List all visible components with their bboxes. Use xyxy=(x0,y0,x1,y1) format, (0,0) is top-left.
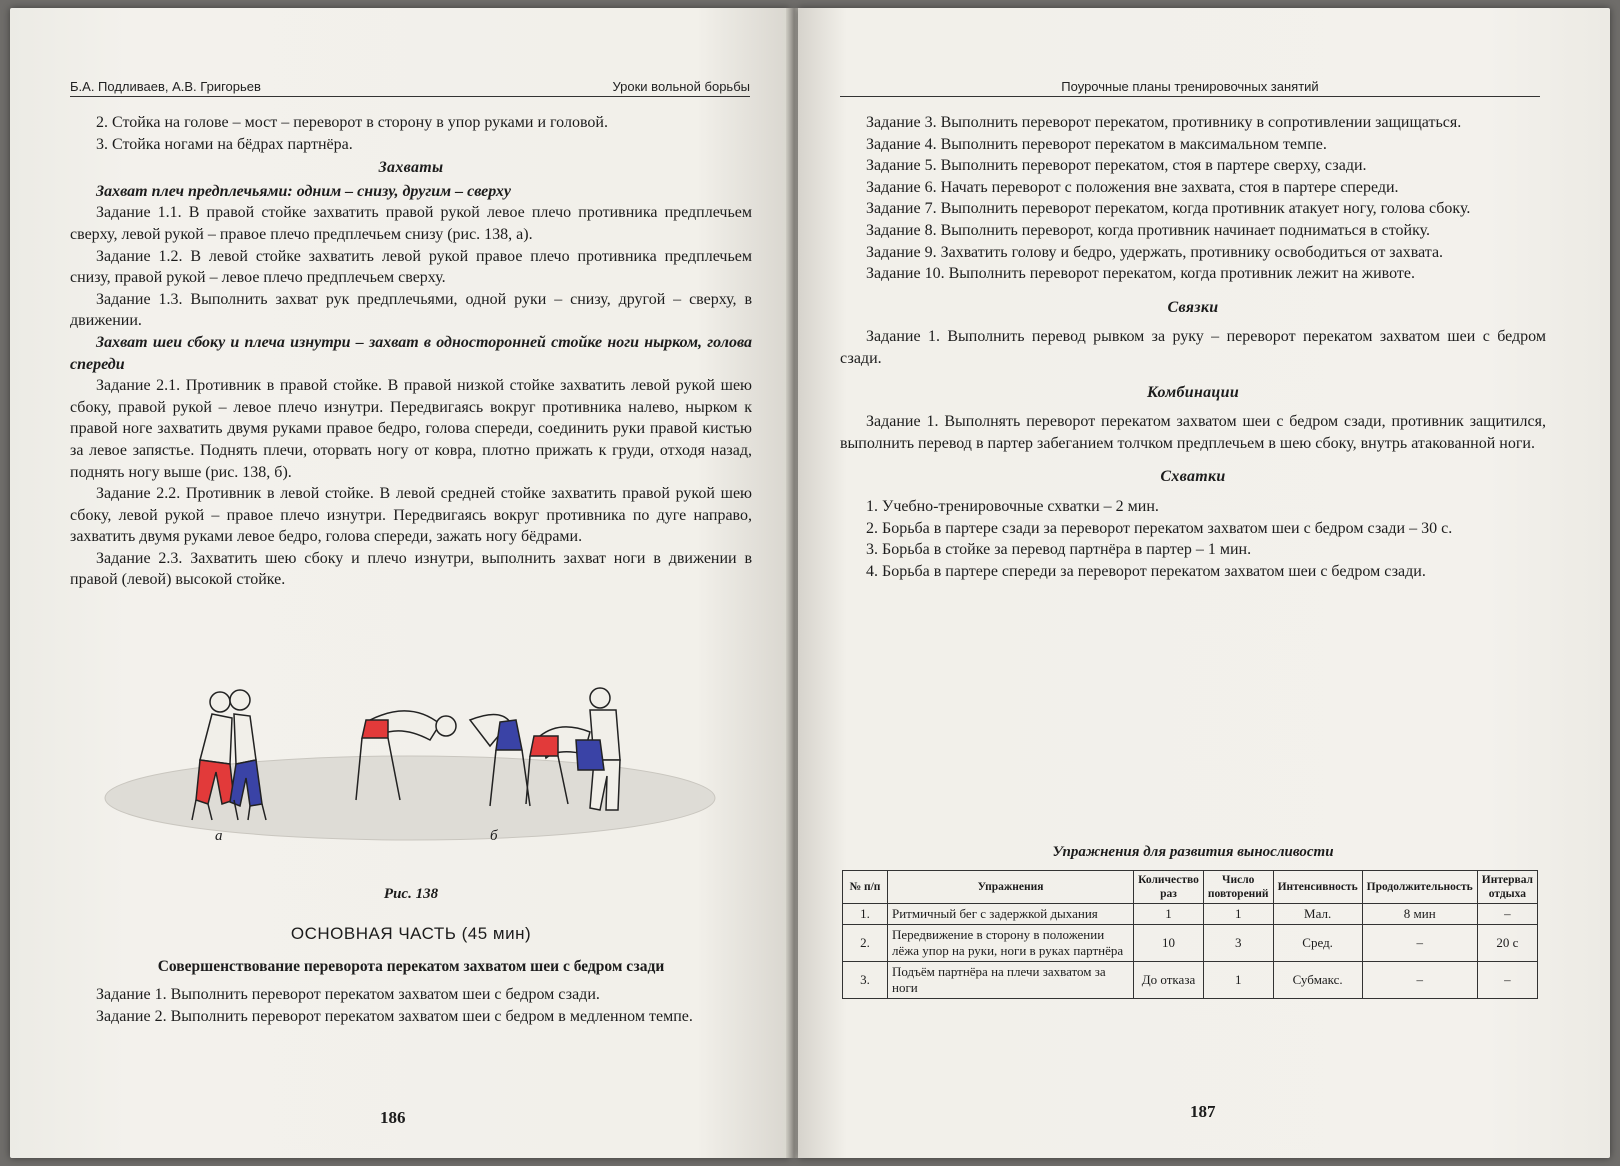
table-cell: 1. xyxy=(843,904,888,925)
task-paragraph: Задание 1. Выполнить перевод рывком за руку – переворот перекатом захватом шеи с бедром сзади. xyxy=(840,328,1546,367)
table-cell: Передвижение в сторону в положении лёжа упор на руки, ноги в руках партнёра xyxy=(888,925,1134,962)
section-heading-bouts: Схватки xyxy=(1160,468,1226,486)
subheading-shoulder-grip: Захват плеч предплечьями: одним – снизу, другим – сверху xyxy=(96,182,512,200)
bout-item: 1. Учебно-тренировочные схватки – 2 мин. xyxy=(866,497,1159,515)
column-header-repetitions: Число повторений xyxy=(1203,871,1273,904)
header-chapter-title: Поурочные планы тренировочных занятий xyxy=(1061,79,1319,94)
table-cell: 10 xyxy=(1134,925,1204,962)
page-number-right: 187 xyxy=(1190,1102,1216,1121)
column-header-duration: Продолжительность xyxy=(1362,871,1477,904)
task-paragraph: Задание 6. Начать переворот с положения вне захвата, стоя в партере спереди. xyxy=(866,178,1399,196)
table-cell: 20 с xyxy=(1477,925,1537,962)
main-part-title: ОСНОВНАЯ ЧАСТЬ (45 мин) xyxy=(290,924,532,943)
table-cell: До отказа xyxy=(1134,962,1204,999)
task-paragraph: Задание 5. Выполнить переворот перекатом, стоя в партере сверху, сзади. xyxy=(866,157,1367,175)
bout-item: 3. Борьба в стойке за перевод партнёра в партер – 1 мин. xyxy=(866,541,1252,559)
paragraph: 2. Стойка на голове – мост – переворот в сторону в упор руками и головой. xyxy=(96,114,608,131)
figure-label-a: а xyxy=(215,828,223,844)
table-cell: Ритмичный бег с задержкой дыхания xyxy=(888,904,1134,925)
task-paragraph: Задание 4. Выполнить переворот перекатом в максимальном темпе. xyxy=(866,135,1327,153)
task-paragraph: Задание 2.1. Противник в правой стойке. В правой низкой стойке захватить левой рукой шею сбоку, правой рукой – левое плечо изнутри. Передвигаясь вокруг противника налево, нырком к правой ноге захватить двумя руками правое бедро, голова спереди, соединить руки правой кистью за левое запястье. Поднять плечи, оторвать ногу от ковра, плотно прижать к груди, отходя назад, поднять ногу выше (рис. 138, б). xyxy=(70,377,752,481)
table-cell: 1 xyxy=(1134,904,1204,925)
table-header-row xyxy=(843,871,1538,904)
task-paragraph: Задание 9. Захватить голову и бедро, удержать, противнику освободиться от захвата. xyxy=(866,243,1444,261)
endurance-exercises-table xyxy=(842,870,1538,999)
subheading-neck-grip: Захват шеи сбоку и плеча изнутри – захват в односторонней стойке ноги нырком, голова спереди xyxy=(70,333,752,373)
table-cell: 1 xyxy=(1203,962,1273,999)
task-paragraph: Задание 2.3. Захватить шею сбоку и плечо изнутри, выполнить захват ноги в движении в правой (левой) высокой стойке. xyxy=(70,549,752,589)
figure-label-b: б xyxy=(490,828,498,844)
header-authors: Б.А. Подливаев, А.В. Григорьев xyxy=(70,79,261,94)
table-cell: Подъём партнёра на плечи захватом за ноги xyxy=(888,962,1134,999)
table-cell: 3. xyxy=(843,962,888,999)
table-cell: – xyxy=(1362,962,1477,999)
header-book-title: Уроки вольной борьбы xyxy=(612,79,750,94)
table-cell: – xyxy=(1362,925,1477,962)
task-paragraph: Задание 1. Выполнить переворот перекатом захватом шеи с бедром сзади. xyxy=(96,986,600,1003)
column-header-number: № п/п xyxy=(843,871,888,904)
paragraph: 3. Стойка ногами на бёдрах партнёра. xyxy=(96,135,353,153)
task-paragraph: Задание 2.2. Противник в левой стойке. В левой средней стойке захватить правой рукой шею сбоку, левой рукой – правое плечо изнутри. Передвигаясь вокруг противника по дуге направо, захватить двумя руками левое бедро, голова спереди, зажать ногу бёдрами. xyxy=(70,485,752,546)
task-paragraph: Задание 8. Выполнить переворот, когда противник начинает подниматься в стойку. xyxy=(866,221,1431,239)
task-paragraph: Задание 7. Выполнить переворот перекатом, когда противник атакует ногу, голова сбоку. xyxy=(866,200,1471,218)
improvement-title: Совершенствование переворота перекатом захватом шеи с бедром сзади xyxy=(157,958,665,975)
bout-item: 4. Борьба в партере спереди за переворот перекатом захватом шеи с бедром сзади. xyxy=(866,562,1426,580)
task-paragraph: Задание 1.2. В левой стойке захватить левой рукой правое плечо противника предплечьем снизу, правой рукой – левое плечо предплечьем сверху. xyxy=(70,247,752,287)
task-paragraph: Задание 1.3. Выполнить захват рук предплечьями, одной руки – снизу, другой – сверху, в движении. xyxy=(70,290,752,330)
left-page-bottom-text xyxy=(70,984,752,1027)
page-number-left: 186 xyxy=(380,1108,406,1127)
figure-caption: Рис. 138 xyxy=(383,886,439,902)
section-heading-captures: Захваты xyxy=(378,159,444,177)
wrestler-pair-a xyxy=(192,690,266,820)
section-heading-links: Связки xyxy=(1167,298,1219,316)
column-header-count: Количество раз xyxy=(1134,871,1204,904)
left-running-header xyxy=(70,70,750,97)
task-paragraph: Задание 1. Выполнять переворот перекатом захватом шеи с бедром сзади, противник защитился, выполнить перевод в партер забеганием толчком предплечьем в шею сбоку, внутрь атакованной ноги. xyxy=(840,413,1546,452)
table-cell: 8 мин xyxy=(1362,904,1477,925)
task-paragraph: Задание 1.1. В правой стойке захватить правой рукой левое плечо противника предплечьем сверху, левой рукой – правое плечо предплечьем снизу (рис. 138, а). xyxy=(70,204,752,243)
table-cell: Мал. xyxy=(1273,904,1362,925)
table-row xyxy=(843,904,1538,925)
table-cell: 1 xyxy=(1203,904,1273,925)
task-paragraph: Задание 2. Выполнить переворот перекатом захватом шеи с бедром в медленном темпе. xyxy=(96,1007,693,1025)
right-page xyxy=(798,8,1610,1158)
task-paragraph: Задание 10. Выполнить переворот перекатом, когда противник лежит на животе. xyxy=(866,265,1415,283)
column-header-exercises: Упражнения xyxy=(888,871,1134,904)
table-row xyxy=(843,962,1538,999)
right-running-header xyxy=(840,70,1540,97)
column-header-intensity: Интенсивность xyxy=(1273,871,1362,904)
column-header-rest-interval: Интервал отдыха xyxy=(1477,871,1537,904)
table-cell: Сред. xyxy=(1273,925,1362,962)
table-cell: – xyxy=(1477,962,1537,999)
table-cell: 3 xyxy=(1203,925,1273,962)
table-cell: Субмакс. xyxy=(1273,962,1362,999)
left-page-text xyxy=(70,112,752,591)
wrestlers-illustration xyxy=(70,680,752,880)
table-cell: 2. xyxy=(843,925,888,962)
figure-138 xyxy=(70,680,752,908)
task-paragraph: Задание 3. Выполнить переворот перекатом, противнику в сопротивлении защищаться. xyxy=(866,114,1462,131)
section-heading-combinations: Комбинации xyxy=(1146,383,1240,401)
left-page xyxy=(10,8,790,1158)
table-row xyxy=(843,925,1538,962)
right-page-text xyxy=(840,112,1546,582)
table-cell: – xyxy=(1477,904,1537,925)
table-title: Упражнения для развития выносливости xyxy=(1052,844,1334,860)
bout-item: 2. Борьба в партере сзади за переворот перекатом захватом шеи с бедром сзади – 30 с. xyxy=(866,519,1453,537)
